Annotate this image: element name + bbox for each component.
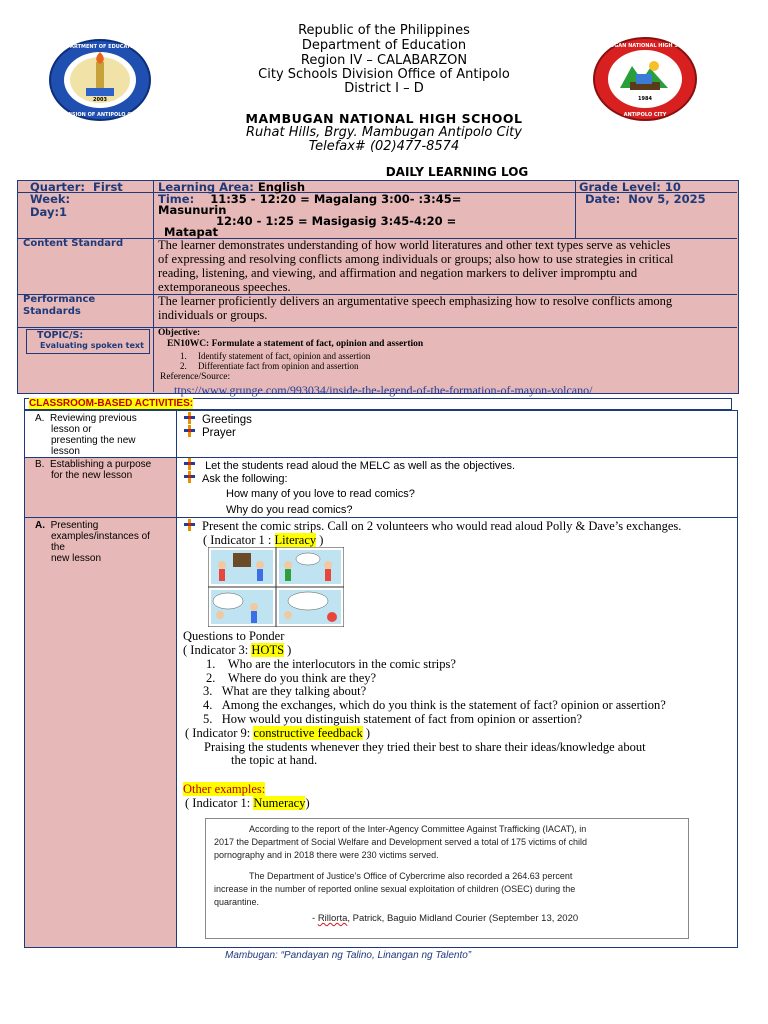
info-table (17, 180, 739, 397)
objective-2: 2. Differentiate fact from opinion and assertion (180, 361, 359, 371)
date-cell: Date: Nov 5, 2025 (585, 192, 706, 206)
school-telefax: Telefax# (02)477-8574 (308, 139, 460, 154)
questions-to-ponder: Questions to Ponder (183, 629, 285, 643)
ask-item: Ask the following: (184, 471, 288, 485)
question-1: 1. Who are the interlocutors in the comic strips? (206, 657, 456, 671)
bullet-icon (184, 471, 196, 483)
time-cell-line3: 12:40 - 1:25 = Masigasig 3:45-4:20 = (216, 214, 457, 228)
time-cell-line1: Time: 11:35 - 12:20 = Magalang 3:00- :3:45= (158, 192, 462, 206)
right-logo-year: 1984 (638, 96, 652, 102)
activities-table (24, 410, 738, 948)
question-why-comics: Why do you read comics? (226, 504, 353, 516)
right-logo-bottom-text: ANTIPOLO CITY (623, 112, 667, 118)
bullet-icon (184, 519, 196, 531)
content-standard-text: The learner demonstrates understanding of how world literatures and other text types serve as vehicles of expressing and resolving conflicts among individuals or groups; also how to use strategies in critical reading, listening, and viewing, and affirmation and negation markers to deliver impromptu and extemporaneous speeches. (158, 238, 674, 294)
indicator-numeracy: ( Indicator 1: Numeracy) (185, 796, 310, 810)
quote-line-3: pornography and in 2018 there were 230 victims served. (214, 850, 439, 860)
reference-link[interactable]: ttps://www.grunge.com/993034/inside-the-legend-of-the-formation-of-mayon-volcano/ (174, 383, 593, 397)
bullet-icon (184, 412, 196, 424)
reference-label: Reference/Source: (160, 372, 231, 382)
indicator-hots: ( Indicator 3: HOTS ) (183, 643, 292, 657)
activities-heading-row (24, 398, 732, 410)
content-standard-label: Content Standard (23, 238, 124, 249)
quote-line-6: quarantine. (214, 897, 260, 907)
quote-line-5: increase in the number of reported online sexual exploitation of children (OSEC) during the (214, 884, 576, 894)
question-4: 4. Among the exchanges, which do you think is the statement of fact? opinion or assertion? (203, 698, 666, 712)
comic-intro: Present the comic strips. Call on 2 volunteers who would read aloud Polly & Dave’s exchanges. (184, 519, 681, 534)
grade-level-cell: Grade Level: 10 (579, 180, 681, 194)
quote-author: - Rillorta, Patrick, Baguio Midland Courier (September 13, 2020 (312, 913, 579, 924)
activities-heading: CLASSROOM-BASED ACTIVITIES: (29, 398, 194, 409)
bullet-icon (184, 425, 196, 437)
footer-motto: Mambugan: “Pandayan ng Talino, Linangan ng Talento” (225, 950, 472, 961)
quote-line-1: According to the report of the Inter-Agency Committee Against Trafficking (IACAT), in (249, 824, 587, 834)
indicator-feedback: ( Indicator 9: constructive feedback ) (185, 726, 371, 740)
question-love-comics: How many of you love to read comics? (226, 488, 415, 500)
other-examples-label: Other examples: (183, 782, 266, 796)
quote-line-2: 2017 the Department of Social Welfare and Development served a total of 175 victims of child (214, 837, 588, 847)
praise-line-1: Praising the students whenever they tried their best to share their ideas/knowledge about (204, 740, 646, 754)
question-3: 3. What are they talking about? (203, 684, 367, 698)
objective-1: 1. Identify statement of fact, opinion and assertion (180, 351, 371, 361)
school-address: Ruhat Hills, Brgy. Mambugan Antipolo City (246, 125, 522, 140)
week-label: Week: (30, 192, 71, 206)
performance-standard-text: The learner proficiently delivers an argumentative speech emphasizing how to resolve conflicts among individuals or groups. (158, 294, 673, 322)
row-c-label: A. Presenting examples/instances of the new lesson (35, 520, 150, 564)
melc-item: Let the students read aloud the MELC as well as the objectives. (184, 458, 515, 472)
school-name: MAMBUGAN NATIONAL HIGH SCHOOL (245, 111, 523, 126)
left-logo-top-text: DEPARTMENT OF EDUCATION (59, 44, 141, 50)
row-a-label: A. Reviewing previous lesson or presenting the new lesson (35, 413, 137, 457)
header-district: District I – D (344, 81, 424, 96)
greetings-item: Greetings (184, 412, 252, 426)
prayer-item: Prayer (184, 425, 236, 439)
quote-line-4: The Department of Justice’s Office of Cybercrime also recorded a 264.63 percent (249, 871, 573, 881)
time-cell-line4: Matapat (164, 225, 218, 239)
topic-label: TOPIC/S: (37, 330, 84, 341)
document-title: DAILY LEARNING LOG (385, 165, 529, 179)
competency-code: EN10WC: Formulate a statement of fact, opinion and assertion (167, 339, 424, 349)
header-division: City Schools Division Office of Antipolo (258, 67, 510, 82)
row-b-label: B. Establishing a purpose for the new lesson (35, 459, 152, 481)
praise-line-2: the topic at hand. (231, 753, 318, 767)
question-5: 5. How would you distinguish statement of fact from opinion or assertion? (203, 712, 583, 726)
left-logo-year: 2003 (93, 97, 107, 103)
topic-box (26, 329, 150, 354)
performance-standard-label: Performance Standards (23, 294, 96, 317)
bullet-icon (184, 458, 196, 470)
header-region: Region IV – CALABARZON (300, 53, 468, 68)
topic-value: Evaluating spoken text (40, 341, 144, 350)
time-cell-line2: Masunurin (158, 203, 227, 217)
left-logo-bottom-text: DIVISION OF ANTIPOLO CITY (60, 112, 140, 118)
question-2: 2. Where do you think are they? (206, 671, 377, 685)
indicator-literacy: ( Indicator 1 : Literacy ) (203, 533, 324, 547)
objective-label: Objective: (158, 328, 201, 338)
quarter-cell: Quarter: First (30, 180, 123, 194)
header-department: Department of Education (301, 38, 467, 53)
comic-strip-image (208, 547, 344, 627)
quote-box (205, 818, 689, 939)
day-label: Day:1 (30, 205, 68, 219)
header-republic: Republic of the Philippines (298, 23, 470, 38)
right-logo-top-text: MAMBUGAN NATIONAL HIGH SCHOOL (592, 43, 698, 49)
learning-area-cell: Learning Area: English (158, 180, 306, 194)
